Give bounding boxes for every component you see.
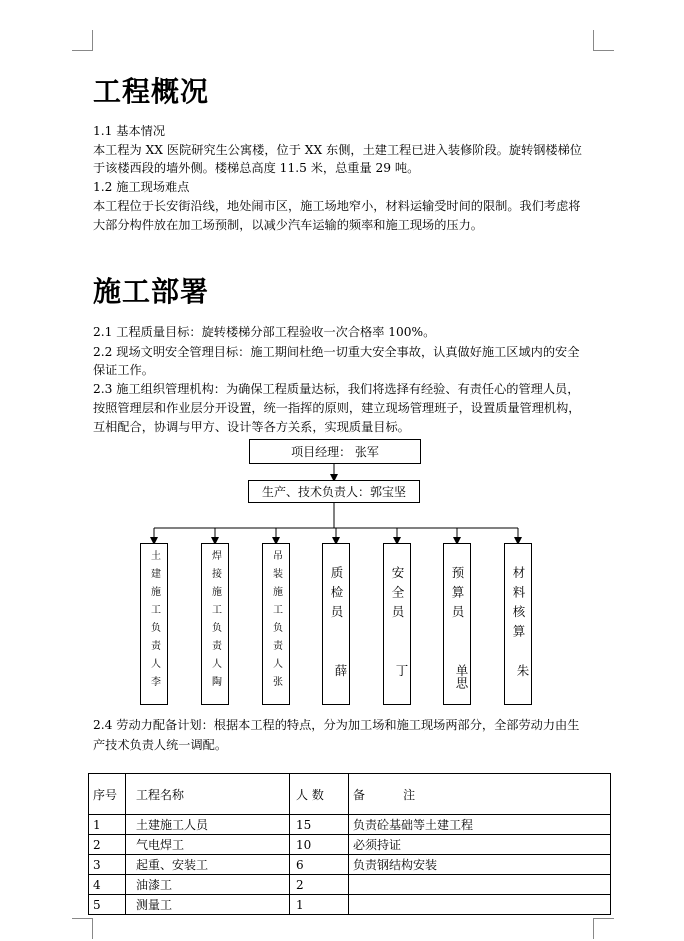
org-structure-line-2: 按照管理层和作业层分开设置，统一指挥的原则，建立现场管理班子，设置质量管理机构， — [93, 401, 581, 415]
org-unit-materials-person: 朱 — [515, 664, 530, 677]
org-box-tech-lead: 生产、技术负责人：郭宝坚 — [248, 480, 420, 503]
org-unit-quality-role: 质检员 — [329, 566, 344, 625]
header-remarks: 备 注 — [349, 774, 611, 815]
org-unit-budget-officer — [443, 543, 471, 705]
cell-work-type: 土建施工人员 — [126, 815, 290, 835]
org-unit-civil — [140, 543, 168, 705]
labor-plan-line-1: 2.4 劳动力配备计划：根据本工程的特点，分为加工场和施工现场两部分，全部劳动力由生 — [93, 718, 580, 732]
cell-remarks: 必须持证 — [349, 835, 611, 855]
cell-index: 5 — [89, 895, 126, 915]
section-title-overview: 工程概况 — [93, 75, 210, 108]
org-unit-civil-person: 李 — [148, 676, 160, 694]
cell-work-type: 测量工 — [126, 895, 290, 915]
safety-target-line-1: 2.2 现场文明安全管理目标：施工期间杜绝一切重大安全事故，认真做好施工区域内的安全 — [93, 345, 580, 359]
org-unit-welding-role: 焊接施工负责人 — [209, 550, 221, 676]
org-unit-safety-person: 丁 — [394, 664, 409, 677]
header-headcount: 人 数 — [290, 774, 349, 815]
safety-target-line-2: 保证工作。 — [93, 363, 154, 377]
cell-remarks: 负责砼基础等土建工程 — [349, 815, 611, 835]
table-row — [89, 815, 611, 835]
org-unit-hoisting-person: 张 — [270, 676, 282, 694]
section-title-deployment: 施工部署 — [93, 275, 210, 308]
header-work-type: 工程名称 — [126, 774, 290, 815]
org-structure-line-1: 2.3 施工组织管理机构：为确保工程质量达标，我们将选择有经验、有责任心的管理人员， — [93, 382, 580, 396]
org-unit-budget-person: 单思 — [454, 664, 469, 689]
table-row — [89, 875, 611, 895]
site-difficulties-line-2: 大部分构件放在加工场预制，以减少汽车运输的频率和施工现场的压力。 — [93, 218, 483, 232]
cell-work-type: 气电焊工 — [126, 835, 290, 855]
org-unit-materials — [504, 543, 532, 705]
org-unit-civil-role: 土建施工负责人 — [148, 550, 160, 676]
org-unit-budget-role: 预算员 — [450, 566, 465, 625]
org-unit-quality-person: 薛 — [333, 664, 348, 677]
cell-remarks: 负责钢结构安装 — [349, 855, 611, 875]
org-unit-hoisting-role: 吊装施工负责人 — [270, 550, 282, 676]
cell-remarks — [349, 875, 611, 895]
cell-headcount: 2 — [290, 875, 349, 895]
heading-site-difficulties: 1.2 施工现场难点 — [93, 180, 190, 194]
org-unit-welding — [201, 543, 229, 705]
cell-index: 4 — [89, 875, 126, 895]
cell-headcount: 1 — [290, 895, 349, 915]
org-box-project-manager: 项目经理： 张军 — [249, 439, 421, 464]
cell-index: 1 — [89, 815, 126, 835]
org-unit-hoisting — [262, 543, 290, 705]
org-unit-safety-officer — [383, 543, 411, 705]
cell-index: 3 — [89, 855, 126, 875]
labor-table — [88, 773, 611, 915]
cell-headcount: 15 — [290, 815, 349, 835]
org-unit-welding-person: 陶 — [209, 676, 221, 694]
org-unit-safety-role: 安全员 — [390, 566, 405, 625]
table-row — [89, 895, 611, 915]
org-structure-line-3: 互相配合，协调与甲方、设计等各方关系，实现质量目标。 — [93, 420, 410, 434]
org-unit-materials-role: 材料核算 — [511, 566, 526, 644]
cell-index: 2 — [89, 835, 126, 855]
table-row — [89, 855, 611, 875]
cell-headcount: 10 — [290, 835, 349, 855]
cell-headcount: 6 — [290, 855, 349, 875]
header-index: 序号 — [89, 774, 126, 815]
basic-info-line-1: 本工程为 XX 医院研究生公寓楼，位于 XX 东侧，土建工程已进入装修阶段。旋转钢楼梯位 — [93, 143, 582, 157]
basic-info-line-2: 于该楼西段的墙外侧。楼梯总高度 11.5 米，总重量 29 吨。 — [93, 161, 420, 175]
quality-target: 2.1 工程质量目标：旋转楼梯分部工程验收一次合格率 100%。 — [93, 325, 436, 339]
heading-basic-info: 1.1 基本情况 — [93, 124, 166, 138]
labor-table-header — [89, 774, 611, 815]
cell-remarks — [349, 895, 611, 915]
cell-work-type: 油漆工 — [126, 875, 290, 895]
site-difficulties-line-1: 本工程位于长安街沿线，地处闹市区，施工场地窄小，材料运输受时间的限制。我们考虑将 — [93, 199, 581, 213]
table-row — [89, 835, 611, 855]
labor-plan-line-2: 产技术负责人统一调配。 — [93, 738, 228, 752]
cell-work-type: 起重、安装工 — [126, 855, 290, 875]
org-unit-quality-inspector — [322, 543, 350, 705]
